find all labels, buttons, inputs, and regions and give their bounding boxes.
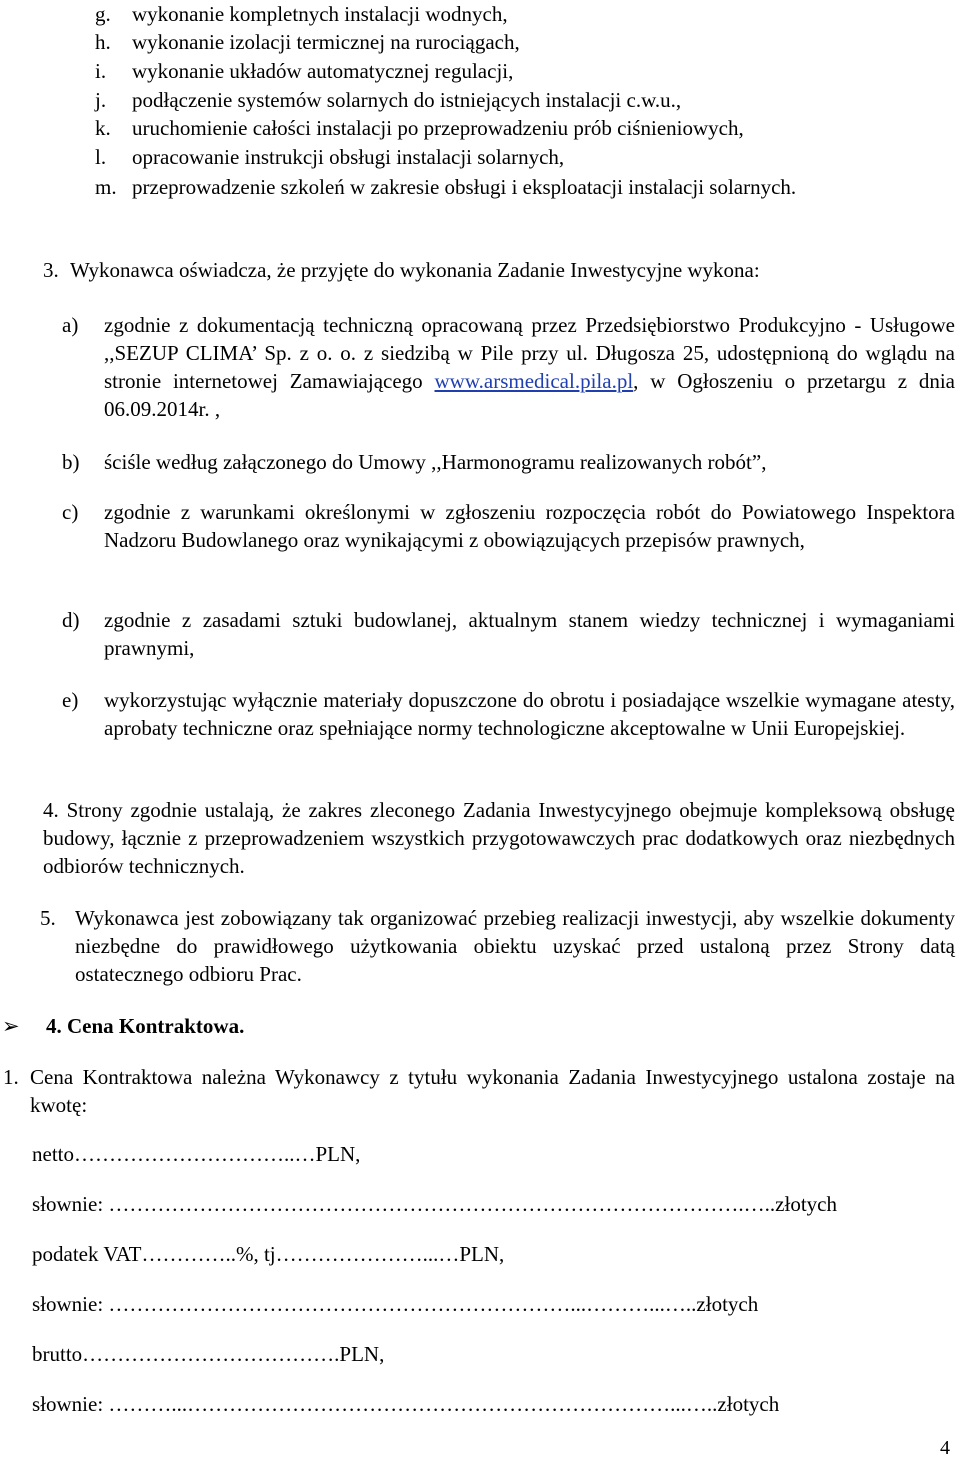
list-item: ściśle według załączonego do Umowy ,,Harmonogramu realizowanych robót”, bbox=[104, 450, 767, 474]
list-item bbox=[104, 311, 955, 423]
list-marker: m. bbox=[95, 175, 117, 199]
amount-vat-line: podatek VAT…………..%, tj…………………...…PLN, bbox=[32, 1242, 505, 1266]
list-item: opracowanie instrukcji obsługi instalacji solarnych, bbox=[132, 145, 565, 169]
list-item: wykorzystując wyłącznie materiały dopuszczone do obrotu i posiadające wszelkie wymagane atesty, aprobaty techniczne oraz spełniające normy technologiczne akceptowalne w Unii Europejskiej. bbox=[104, 688, 955, 740]
paragraph-intro: Wykonawca oświadcza, że przyjęte do wykonania Zadanie Inwestycyjne wykona: bbox=[70, 258, 760, 282]
list-item: wykonanie układów automatycznej regulacji, bbox=[132, 59, 514, 83]
list-marker: c) bbox=[62, 500, 79, 524]
list-marker: j. bbox=[95, 88, 107, 112]
page-number: 4 bbox=[940, 1437, 950, 1459]
list-marker: b) bbox=[62, 450, 80, 474]
paragraph-text: Wykonawca jest zobowiązany tak organizować przebieg realizacji inwestycji, aby wszelkie dokumenty niezbędne do prawidłowego użytkowania obiektu uzyskać przed ustaloną przez Strony datą ostatecznego odbioru Prac. bbox=[75, 906, 955, 986]
paragraph-text: Strony zgodnie ustalają, że zakres zleconego Zadania Inwestycyjnego obejmuje kompleksową obsługę budowy, łącznie z przeprowadzeniem wszystkich przygotowawczych prac dodatkowych oraz niezbędnych odbiorów technicznych. bbox=[43, 798, 955, 878]
list-marker: e) bbox=[62, 688, 79, 712]
list-marker: a) bbox=[62, 313, 79, 337]
list-marker: k. bbox=[95, 116, 111, 140]
paragraph-number: 5. bbox=[40, 906, 56, 930]
list-item: podłączenie systemów solarnych do istniejących instalacji c.w.u., bbox=[132, 88, 682, 112]
amount-gross-line: brutto……………………………….PLN, bbox=[32, 1342, 385, 1366]
paragraph-text: Cena Kontraktowa należna Wykonawcy z tytułu wykonania Zadania Inwestycyjnego ustalona zostaje na kwotę: bbox=[30, 1065, 955, 1117]
amount-net-words-line: słownie: ……………………………………………………………………………….…..złotych bbox=[32, 1192, 837, 1216]
section-bullet-icon: ➢ bbox=[2, 1014, 20, 1038]
list-item: uruchomienie całości instalacji po przeprowadzeniu prób ciśnieniowych, bbox=[132, 116, 744, 140]
section-heading: 4. Cena Kontraktowa. bbox=[46, 1014, 245, 1038]
paragraph-number: 4. bbox=[43, 798, 59, 822]
list-marker: d) bbox=[62, 608, 80, 632]
list-marker: l. bbox=[95, 145, 107, 169]
amount-vat-words-line: słownie: …………………………………………………………...………...…..złotych bbox=[32, 1292, 759, 1316]
website-link[interactable]: www.arsmedical.pila.pl bbox=[434, 369, 634, 393]
paragraph-number: 1. bbox=[3, 1065, 19, 1089]
item-text-end: , w Ogłoszeniu o przetargu z dnia 06.09.2014r. , bbox=[104, 369, 956, 421]
list-item: wykonanie izolacji termicznej na rurociągach, bbox=[132, 30, 520, 54]
amount-gross-words-line: słownie: ………...……………………………………………………………...…..złotych bbox=[32, 1392, 780, 1416]
list-item: przeprowadzenie szkoleń w zakresie obsługi i eksploatacji instalacji solarnych. bbox=[132, 175, 797, 199]
list-item: wykonanie kompletnych instalacji wodnych, bbox=[132, 2, 508, 26]
list-marker: h. bbox=[95, 30, 111, 54]
paragraph-number: 3. bbox=[43, 258, 59, 282]
list-marker: g. bbox=[95, 2, 111, 26]
list-marker: i. bbox=[95, 59, 107, 83]
list-item: zgodnie z warunkami określonymi w zgłoszeniu rozpoczęcia robót do Powiatowego Inspektora Nadzoru Budowlanego oraz wynikającymi z obowiązujących przepisów prawnych, bbox=[104, 500, 955, 552]
list-item: zgodnie z zasadami sztuki budowlanej, aktualnym stanem wiedzy technicznej i wymaganiami prawnymi, bbox=[104, 608, 955, 660]
paragraph bbox=[43, 796, 955, 880]
amount-net-line: netto…………………………..…PLN, bbox=[32, 1142, 361, 1166]
item-text: zgodnie z dokumentacją techniczną opracowaną przez Przedsiębiorstwo Produkcyjno - Usługowe ,,SEZUP CLIMA’ Sp. z o. o. z siedzibą w Pile przy ul. Długosza 25, udostępnioną do wglądu na stronie internetowej Zamawiającego bbox=[104, 313, 955, 393]
